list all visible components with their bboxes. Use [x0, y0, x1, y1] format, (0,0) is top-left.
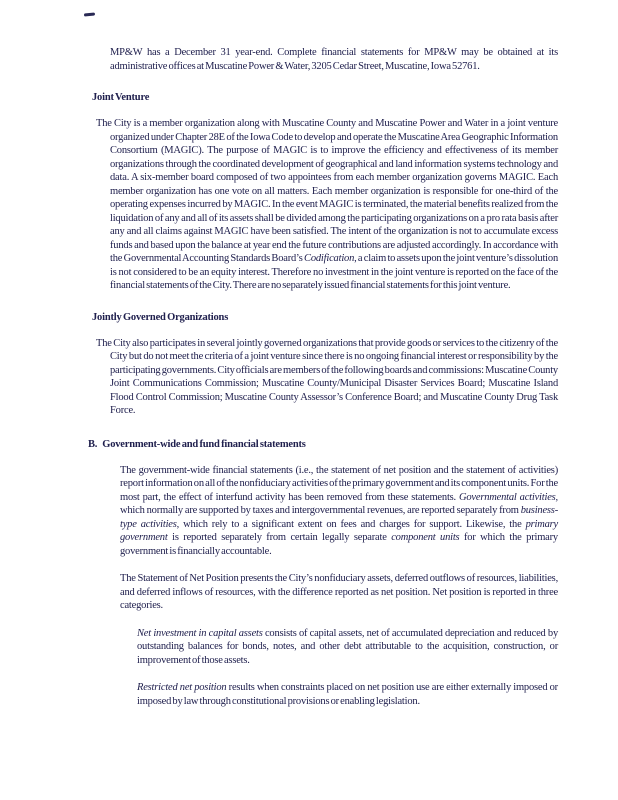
paragraph-statement-of-net-position: The Statement of Net Position presents the City’s nonfiduciary assets, deferred outflows of resources, liabilities, and deferred inflows of resources, with the difference reported as net position. Net position is reported in three categories.	[120, 573, 558, 611]
paragraph-joint-venture: The City is a member organization along with Muscatine County and Muscatine Power and Water in a joint venture organized under Chapter 28E of the Iowa Code to develop and operate the Muscatine Area Geographic Information Consortium (MAGIC). The purpose of MAGIC is to improve the efficiency and effectiveness of its member organizations through the coordinated development of geographical and land information systems technology and data. A six-member board composed of two appointees from each member organization governs MAGIC. Each member organization has one vote on all matters. Each member organization is responsible for one-third of the operating expenses incurred by MAGIC. In the event MAGIC is terminated, the material benefits realized from the liquidation of any and all of its assets shall be divided among the participating organizations on a pro rata basis after any and all claims against MAGIC have been satisfied. The intent of the organization is not to accumulate excess funds and based upon the balance at year end the future contributions are adjusted accordingly. In accordance with the Governmental Accounting Standards Board’s Codification, a claim to assets upon the joint venture’s dissolution is not considered to be an equity interest. Therefore no investment in the joint venture is reported on the face of the financial statements of the City. There are no separately issued financial statements for this joint venture.	[96, 118, 558, 291]
paragraph-government-wide-statements: The government-wide financial statements (i.e., the statement of net position and the statement of activities) report information on all of the nonfiduciary activities of the primary government and its component units. For the most part, the effect of interfund activity has been removed from these statements. Governmental activities, which normally are supported by taxes and intergovernmental revenues, are reported separately from business-type activities, which rely to a significant extent on fees and charges for support. Likewise, the primary government is reported separately from certain legally separate component units for which the primary government is financially accountable.	[120, 464, 558, 557]
section-letter: B.	[88, 438, 98, 450]
heading-jointly-governed-organizations: Jointly Governed Organizations	[92, 311, 229, 323]
paragraph-restricted-net-position: Restricted net position results when constraints placed on net position use are either externally imposed or imposed by law through constitutional provisions or enabling legislation.	[137, 682, 558, 707]
heading-government-wide-and-fund-financial-statements	[88, 438, 558, 451]
paragraph-jointly-governed: The City also participates in several jointly governed organizations that provide goods or services to the citizenry of the City but do not meet the criteria of a joint venture since there is no ongoing financial interest or responsibility by the participating governments. City officials are members of the following boards and commissions: Muscatine County Joint Communications Commission; Muscatine County/Municipal Disaster Services Board; Muscatine Island Flood Control Commission; Muscatine County Assessor’s Conference Board; and Muscatine County Drug Task Force.	[96, 337, 558, 416]
section-government-wide	[88, 438, 559, 709]
heading-joint-venture: Joint Venture	[92, 92, 150, 103]
scan-artifact-mark	[84, 12, 95, 16]
paragraph-mpw-yearend: MP&W has a December 31 year-end. Complete financial statements for MP&W may be obtained at its administrative offices at Muscatine Power & Water, 3205 Cedar Street, Muscatine, Iowa 52761.	[110, 47, 558, 72]
paragraph-net-investment-in-capital-assets: Net investment in capital assets consists of capital assets, net of accumulated depreciation and reduced by outstanding balances for bonds, notes, and other debt attributable to the acquisition, construction, or improvement of those assets.	[137, 627, 559, 666]
section-title: Government-wide and fund financial statements	[102, 438, 306, 450]
